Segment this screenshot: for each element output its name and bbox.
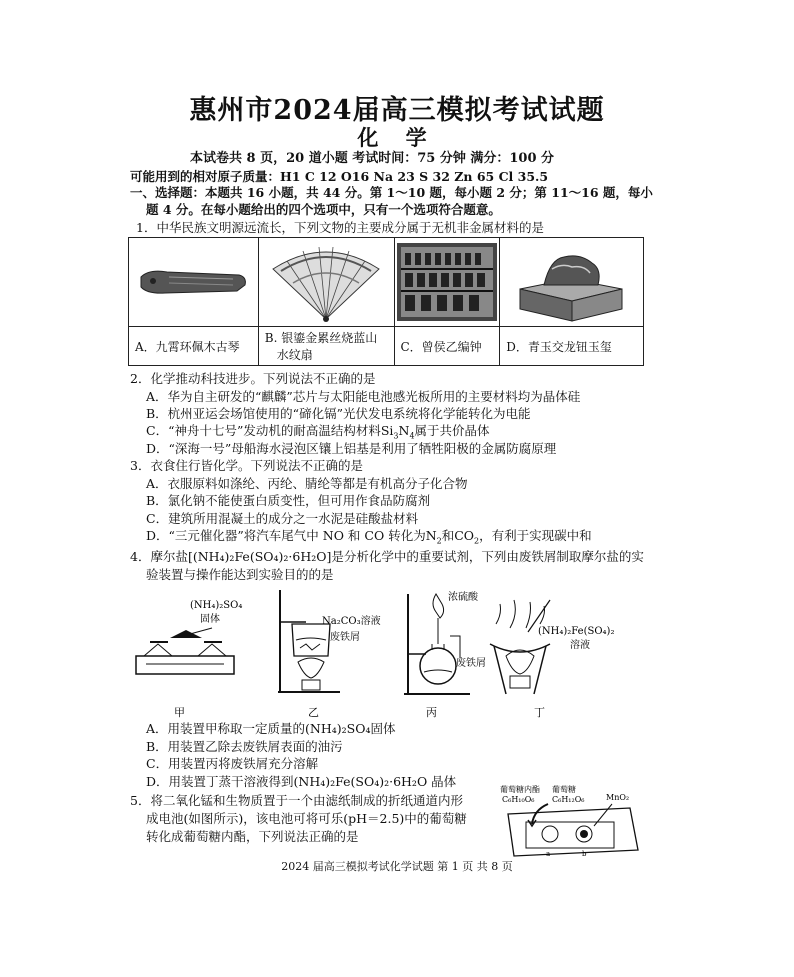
- q1-option-b-line1: B. 银鎏金累丝烧蓝山: [264, 331, 378, 345]
- q2-option-a: A．华为自主研发的“麒麟”芯片与太阳能电池感光板所用的主要材料均为晶体硅: [146, 389, 581, 404]
- bing-reagent-label2: 废铁屑: [456, 658, 486, 669]
- q1-option-b-line2: 水纹扇: [276, 348, 313, 362]
- page-footer: 2024 届高三模拟考试化学试题 第 1 页 共 8 页: [281, 860, 513, 873]
- q4-apparatus-figure: [130, 584, 660, 720]
- q3-option-c: C．建筑所用混凝土的成分之一水泥是硅酸盐材料: [146, 511, 419, 526]
- q3-option-d-post: ，有利于实现碳中和: [479, 528, 592, 543]
- q5-line3: 转化成葡萄糖内酯，下列说法正确的是: [146, 829, 359, 844]
- q1-stem: 1．中华民族文明源远流长，下列文物的主要成分属于无机非金属材料的是: [136, 220, 544, 235]
- q3-option-d-mid: 和CO: [441, 528, 475, 543]
- evaporating-dish-apparatus: [490, 600, 550, 694]
- balance-apparatus: [136, 628, 234, 674]
- q3-option-d-text: D．“三元催化器”将汽车尾气中 NO 和 CO 转化为N: [146, 528, 437, 543]
- q2-option-c-mid: N: [398, 423, 410, 438]
- subject-title: 化 学: [357, 125, 437, 150]
- q4-stem-line1: 4．摩尔盐[(NH₄)₂Fe(SO₄)₂·6H₂O]是分析化学中的重要试剂，下列由废铁屑制取摩尔盐的实: [130, 549, 644, 564]
- q3-option-a: A．衣服原料如涤纶、丙纶、腈纶等都是有机高分子化合物: [146, 476, 468, 491]
- q2-stem: 2．化学推动科技进步。下列说法不正确的是: [130, 371, 376, 386]
- fan-image: [258, 238, 394, 327]
- yi-reagent-label2: 废铁屑: [330, 632, 360, 643]
- electrode-a-label: a: [546, 850, 551, 858]
- bells-image: [394, 238, 500, 327]
- q2-option-c-post: 属于共价晶体: [414, 423, 490, 438]
- q3-option-d: [146, 527, 592, 545]
- electrode-b-label: b: [582, 850, 587, 858]
- q1-option-a: A．九霄环佩木古琴: [129, 327, 259, 366]
- battery-mno2: MnO₂: [606, 793, 630, 802]
- battery-formula1: C₆H₁₀O₆: [502, 795, 535, 804]
- q2-option-c: [146, 422, 490, 440]
- q2-option-d: D．“深海一号”母船海水浸泡区镶上铝基是利用了牺牲阳极的金属防腐原理: [146, 441, 557, 456]
- section1-heading-line2: 题 4 分。在每小题给出的四个选项中，只有一个选项符合题意。: [146, 202, 501, 217]
- caption-bing: 丙: [426, 706, 437, 719]
- q2-option-c-text: C．“神舟十七号”发动机的耐高温结构材料Si: [146, 423, 394, 438]
- q4-option-c: C．用装置丙将废铁屑充分溶解: [146, 756, 319, 771]
- q4-option-d: D．用装置丁蒸干溶液得到(NH₄)₂Fe(SO₄)₂·6H₂O 晶体: [146, 774, 457, 789]
- q3-option-b: B．氯化钠不能使蛋白质变性，但可用作食品防腐剂: [146, 493, 431, 508]
- section1-heading-line1: 一、选择题：本题共 16 小题，共 44 分。第 1～10 题，每小题 2 分；第 11～16 题，每小: [130, 185, 653, 200]
- q5-line2: 成电池(如图所示)，该电池可将可乐(pH＝2.5)中的葡萄糖: [146, 811, 467, 826]
- paper-title: 惠州市2024届高三模拟考试试题: [189, 95, 605, 126]
- ding-reagent-label1: (NH₄)₂Fe(SO₄)₂: [538, 626, 615, 637]
- caption-yi: 乙: [308, 706, 319, 719]
- jia-reagent-label1: (NH₄)₂SO₄: [190, 600, 243, 611]
- battery-formula2: C₆H₁₂O₆: [552, 795, 585, 804]
- q3-option-d-sub1: 2: [436, 536, 442, 546]
- battery-label1: 葡萄糖内酯: [500, 785, 540, 794]
- caption-jia: 甲: [174, 706, 185, 719]
- q3-stem: 3．衣食住行皆化学。下列说法不正确的是: [130, 458, 363, 473]
- exam-info: 本试卷共 8 页，20 道小题 考试时间：75 分钟 满分：100 分: [190, 151, 555, 166]
- q2-option-b: B．杭州亚运会场馆使用的“碲化镉”光伏发电系统将化学能转化为电能: [146, 406, 531, 421]
- q1-option-d: D．青玉交龙钮玉玺: [500, 327, 644, 366]
- ding-reagent-label2: 溶液: [570, 640, 590, 651]
- jia-reagent-label2: 固体: [200, 614, 220, 625]
- q3-option-d-sub2: 2: [474, 536, 480, 546]
- q4-stem-line2: 验装置与操作能达到实验目的的是: [146, 567, 334, 582]
- atomic-masses: 可能用到的相对原子质量：H1 C 12 O16 Na 23 S 32 Zn 65 Cl 35.5: [130, 169, 549, 184]
- q4-option-b: B．用装置乙除去废铁屑表面的油污: [146, 739, 343, 754]
- q2-option-c-sub1: 3: [393, 431, 399, 441]
- battery-label2: 葡萄糖: [552, 785, 576, 794]
- bing-reagent-label1: 浓硫酸: [448, 592, 478, 603]
- q2-option-c-sub2: 4: [409, 431, 415, 441]
- guqin-image: [129, 238, 259, 327]
- q4-option-a: A．用装置甲称取一定质量的(NH₄)₂SO₄固体: [146, 721, 396, 736]
- jade-seal-image: [500, 238, 644, 327]
- q1-artifact-table: [128, 237, 644, 366]
- caption-ding: 丁: [534, 706, 545, 719]
- yi-reagent-label1: Na₂CO₃溶液: [322, 616, 381, 627]
- battery-figure: [498, 784, 648, 858]
- flask-funnel-apparatus: [404, 594, 470, 694]
- q1-option-b: [258, 327, 394, 366]
- q1-option-c: C．曾侯乙编钟: [394, 327, 500, 366]
- q5-line1: 5．将二氧化锰和生物质置于一个由滤纸制成的折纸通道内形: [130, 793, 463, 808]
